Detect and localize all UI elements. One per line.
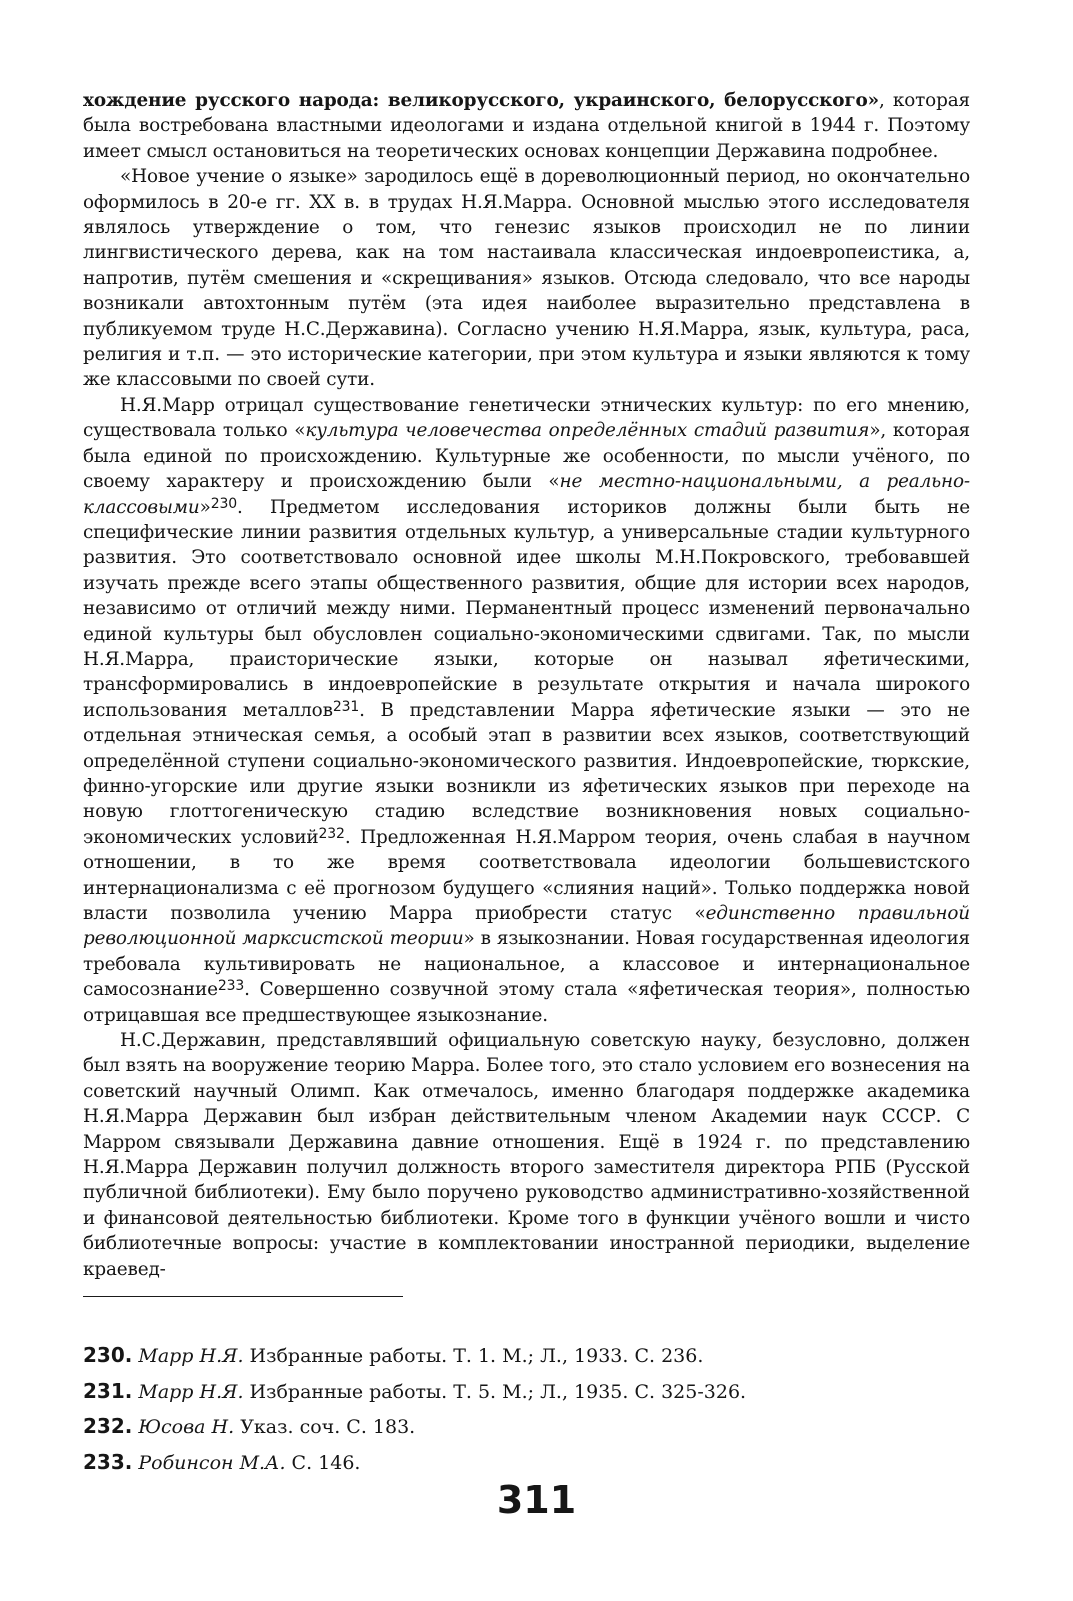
page-number: 311 [496,1478,577,1522]
footnote-text: С. 146. [285,1451,361,1474]
footnote-text: Указ. соч. С. 183. [234,1416,416,1438]
footnote-ref: 232 [318,825,345,842]
paragraph [83,1028,970,1282]
footnote-divider [83,1296,403,1297]
italic-text: не местно-национальными, а реально-классовыми [83,471,970,518]
main-text [83,88,970,1282]
bold-text: хождение русского народа: великорусского, украинского, белорусского» [83,90,879,111]
footnote-text: Избранные работы. Т. 5. М.; Л., 1935. С. 325-326. [243,1380,747,1403]
footnote-number: 231. [83,1378,133,1403]
footnote [83,1409,970,1445]
footnote-author: Юсова Н. [138,1416,235,1438]
text-run: . Предложенная Н.Я.Марром теория, очень слабая в научном отношении, в то же время соответствовала идеологии большевистского интернационализма с её прогнозом будущего «слияния наций». Только поддержка новой власти позволила учению Марра приобрести статус « [83,826,970,924]
text-run: . В представлении Марра яфетические языки — это не отдельная этническая семья, а особый этап в развитии всех языков, соответствующий определённой ступени социально-экономического развития. Индоевропейские, тюркские, финно-угорские или другие языки возникли из яфетических языков при переходе на новую глоттогеническую стадию вследствие возникновения новых социально-экономических условий [83,699,970,848]
text-run: . Совершенно созвучной этому стала «яфетическая теория», полностью отрицавшая все предшествующее языкознание. [83,979,970,1026]
footnote [83,1445,970,1481]
italic-text: культура человечества определённых стадий развития [305,420,870,442]
text-run: «Новое учение о языке» зародилось ещё в дореволюционный период, но окончательно оформилось в 20-е гг. XX в. в трудах Н.Я.Марра. Основной мыслью этого исследователя являлось утверждение о том, что генезис языков происходил не по линии лингвистического дерева, как на том настаивала классическая индоевропеистика, а, напротив, путём смешения и «скрещивания» языков. Отсюда следовало, что все народы возникали автохтонным путём (эта идея наиболее выразительно представлена в публикуемом труде Н.С.Державина). Согласно учению Н.Я.Марра, язык, культура, раса, религия и т.п. — это исторические категории, при этом культура и языки являются к тому же классовыми по своей сути. [83,166,970,391]
text-run: » в языкознании. Новая государственная идеология требовала культивировать не национальное, а классовое и интернациональное самосознание [83,928,970,1001]
footnote-number: 230. [83,1343,133,1367]
footnote [83,1374,970,1410]
footnote [83,1338,970,1374]
footnote-author: Робинсон М.А. [138,1451,286,1474]
footnote-ref: 233 [217,978,245,995]
italic-text: единственно правильной революционной марксистской теории [83,903,971,950]
footnote-ref: 231 [332,698,360,715]
paragraph [83,164,970,393]
text-run: Н.С.Державин, представлявший официальную советскую науку, безусловно, должен был взять на вооружение теорию Марра. Более того, это стало условием его вознесения на советский научный Олимп. Как отмечалось, именно благодаря поддержке академика Н.Я.Марра Державин был избран действительным членом Академии наук СССР. С Марром связывали Державина давние отношения. Ещё в 1924 г. по представлению Н.Я.Марра Державин получил должность второго заместителя директора РПБ (Русской публичной библиотеки). Ему было поручено руководство административно-хозяйственной и финансовой деятельностью библиотеки. Кроме того в функции учёного вошли и чисто библиотечные вопросы: участие в комплектовании иностранной периодики, выделение краевед- [83,1030,970,1280]
paragraph [83,88,970,164]
footnotes [83,1338,970,1480]
text-run: , которая была востребована властными идеологами и издана отдельной книгой в 1944 г. Поэтому имеет смысл остановиться на теоретических основах концепции Державина подробнее. [83,90,970,162]
text-run: Н.Я.Марр отрицал существование генетически этнических культур: по его мнению, существовала только « [83,394,970,442]
text-run: » [199,496,211,518]
footnote-number: 232. [83,1414,133,1438]
text-run: », которая была единой по происхождению. Культурные же особенности, по мысли учёного, по своему характеру и происхождению были « [83,420,970,493]
footnote-author: Марр Н.Я. [138,1345,244,1367]
footnote-number: 233. [83,1449,133,1474]
paragraph [83,393,970,1028]
text-run: . Предметом исследования историков должны были быть не специфические линии развития отдельных культур, а универсальные стадии культурного развития. Это соответствовало основной идее школы М.Н.Покровского, требовавшей изучать прежде всего этапы общественного развития, общие для истории всех народов, независимо от отличий между ними. Перманентный процесс изменений первоначально единой культуры был обусловлен социально-экономическими сдвигами. Так, по мысли Н.Я.Марра, праисторические языки, которые он называл яфетическими, трансформировались в индоевропейские в результате открытия и начала широкого использования металлов [83,496,970,721]
footnote-author: Марр Н.Я. [138,1380,244,1403]
footnote-ref: 230 [210,495,237,512]
footnote-text: Избранные работы. Т. 1. М.; Л., 1933. С. 236. [243,1345,704,1367]
